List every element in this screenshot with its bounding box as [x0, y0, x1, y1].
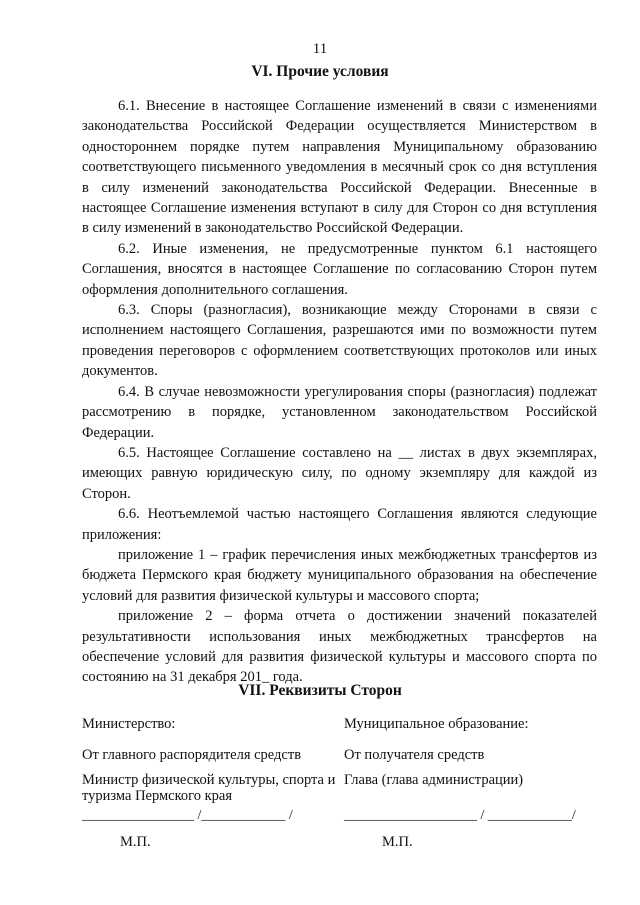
- paragraph-6-3: 6.3. Споры (разногласия), возникающие между Сторонами в связи с исполнением настоящего Соглашения, разрешаются ими по возможности путем проведения переговоров с оформлением соответствующих протоколов или иных документов.: [82, 302, 597, 380]
- paragraph-6-5: 6.5. Настоящее Соглашение составлено на __ листах в двух экземплярах, имеющих равную юридическую силу, по одному экземпляру для каждой из Сторон.: [82, 444, 597, 502]
- paragraph-6-1: 6.1. Внесение в настоящее Соглашение изменений в связи с изменениями законодательства Российской Федерации осуществляется Министерством в одностороннем порядке путем направления Муниципальному образованию соответствующего письменного уведомления в месячный срок со дня вступления в силу изменений законодательства Российской Федерации. Внесенные в настоящее Соглашение изменения вступают в силу для Сторон со дня вступления в силу изменений в законодательство Российской Федерации.: [82, 98, 597, 237]
- section-7-title: VII. Реквизиты Сторон: [238, 682, 402, 699]
- section-6-title: VI. Прочие условия: [251, 63, 389, 80]
- right-stamp-label: М.П.: [382, 834, 413, 850]
- left-stamp-label: М.П.: [120, 834, 151, 850]
- page-number: 11: [312, 41, 328, 57]
- left-role: От главного распорядителя средств: [82, 747, 302, 763]
- left-position: Министр физической культуры, спорта и туризма Пермского края: [82, 772, 336, 804]
- paragraph-6-6: 6.6. Неотъемлемой частью настоящего Соглашения являются следующие приложения:: [82, 506, 597, 543]
- right-position: Глава (глава администрации): [344, 772, 524, 788]
- appendix-2-item: приложение 2 – форма отчета о достижении значений показателей результативности использования иных межбюджетных трансфертов на обеспечение условий для развития физической культуры и массового спорта по состоянию на 31 декабря 201_ года.: [82, 608, 597, 686]
- paragraph-6-2: 6.2. Иные изменения, не предусмотренные пунктом 6.1 настоящего Соглашения, вносятся в настоящее Соглашение по согласованию Сторон путем оформления дополнительного соглашения.: [82, 240, 597, 298]
- left-party-label: Министерство:: [82, 716, 176, 732]
- right-party-label: Муниципальное образование:: [344, 716, 529, 732]
- appendix-1-item: приложение 1 – график перечисления иных межбюджетных трансфертов из бюджета Пермского края бюджету муниципального образования на обеспечение условий для развития физической культуры и массового спорта;: [82, 546, 597, 604]
- right-role: От получателя средств: [344, 747, 485, 763]
- section-6-body: [82, 96, 597, 688]
- paragraph-6-4: 6.4. В случае невозможности урегулирования споры (разногласия) подлежат рассмотрению в порядке, установленном законодательством Российской Федерации.: [82, 383, 597, 441]
- right-signature-line: ___________________ / ____________/: [344, 808, 576, 823]
- left-signature-line: ________________ /____________ /: [82, 808, 293, 823]
